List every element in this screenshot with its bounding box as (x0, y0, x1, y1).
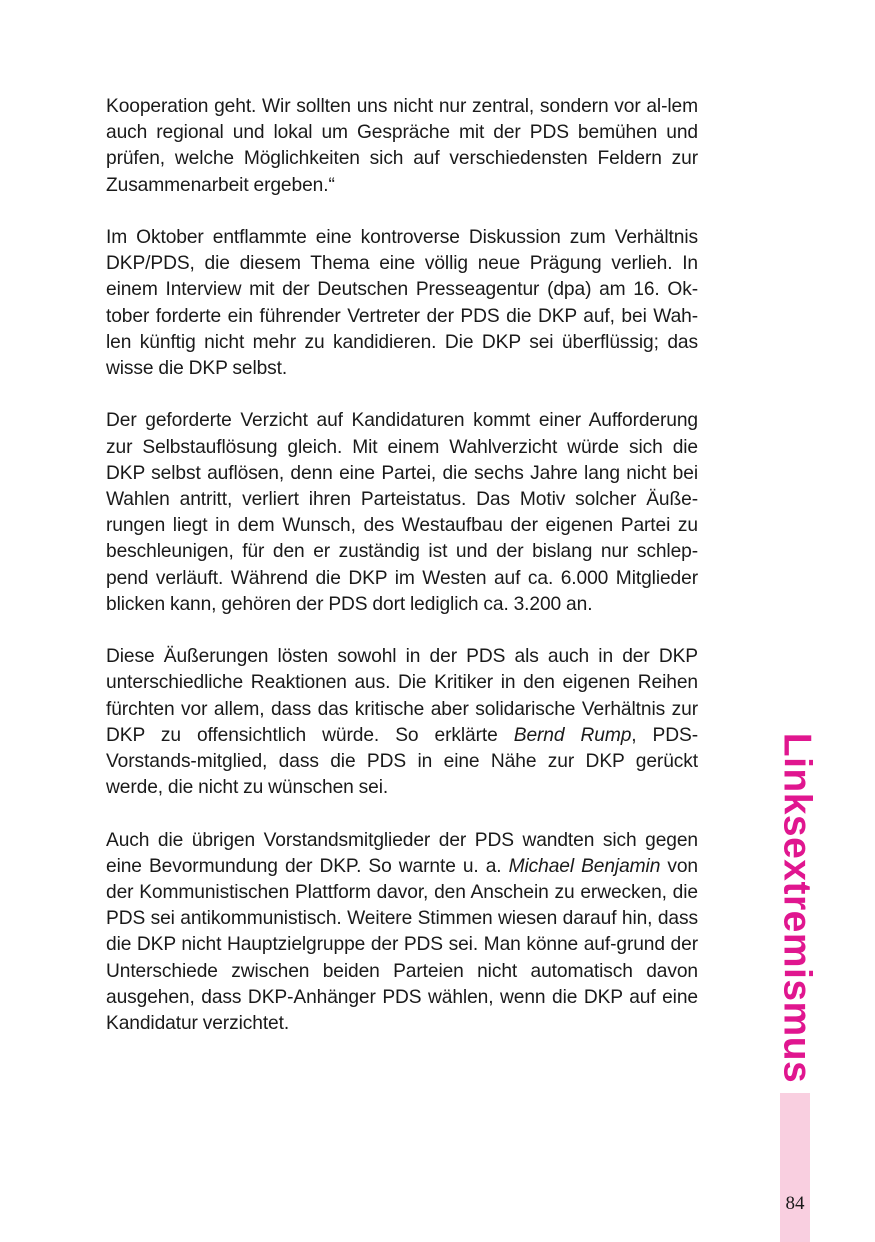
section-label-text: Linksextremismus (775, 732, 818, 1084)
text-segment: Im Oktober entflammte eine kontroverse Diskussion zum Verhältnis DKP/PDS, die diesem Thema eine völlig neue Prägung verlieh. In einem Interview mit der Deutschen Presseagentur (dpa) am 16. Ok-tober forderte ein führender Vertreter der PDS die DKP auf, bei Wah-len künftig nicht mehr zu kandidieren. Die DKP sei überflüssig; das wisse die DKP selbst. (106, 227, 698, 380)
paragraph (106, 644, 698, 801)
page-number: 84 (785, 1193, 805, 1214)
person-name: Bernd Rump (513, 724, 632, 746)
text-segment: Diese Äußerungen lösten sowohl in der PDS als auch in der DKP unterschiedliche Reaktionen aus. Die Kritiker in den eigenen Reihen fürchten vor allem, dass das kritische aber solidarische Verhältnis zur DKP zu offensichtlich würde. So erklärte (106, 646, 698, 746)
text-segment: , PDS-Vorstands-mitglied, dass die PDS in eine Nähe zur DKP gerückt werde, die nicht zu wünschen sei. (106, 724, 698, 799)
paragraph (106, 828, 698, 1038)
text-segment: Auch die übrigen Vorstandsmitglieder der PDS wandten sich gegen eine Bevormundung der DKP. So warnte u. a. (106, 829, 698, 877)
section-label (770, 732, 822, 1084)
body-text (106, 94, 698, 1063)
text-segment: Kooperation geht. Wir sollten uns nicht nur zentral, sondern vor al-lem auch regional und lokal um Gespräche mit der PDS bemühen und prüfen, welche Möglichkeiten sich auf verschiedensten Feldern zur Zusammenarbeit ergeben.“ (106, 96, 698, 196)
paragraph (106, 94, 698, 199)
page-tab (780, 1093, 810, 1242)
person-name: Michael Benjamin (508, 855, 661, 877)
paragraph (106, 408, 698, 618)
text-segment: von der Kommunistischen Plattform davor, den Anschein zu erwecken, die PDS sei antikommunistisch. Weitere Stimmen wiesen darauf hin, dass die DKP nicht Hauptzielgruppe der PDS sei. Man könne auf-grund der Unterschiede zwischen beiden Parteien nicht automatisch davon ausgehen, dass DKP-Anhänger PDS wählen, wenn die DKP auf eine Kandidatur verzichtet. (106, 855, 698, 1035)
paragraph (106, 225, 698, 382)
text-segment: Der geforderte Verzicht auf Kandidaturen kommt einer Aufforderung zur Selbstauflösung gleich. Mit einem Wahlverzicht würde sich die DKP selbst auflösen, denn eine Partei, die sechs Jahre lang nicht bei Wahlen antritt, verliert ihren Parteistatus. Das Motiv solcher Äuße-rungen liegt in dem Wunsch, des Westaufbau der eigenen Partei zu beschleunigen, für den er zuständig ist und der bislang nur schlep-pend verläuft. Während die DKP im Westen auf ca. 6.000 Mitglieder blicken kann, gehören der PDS dort lediglich ca. 3.200 an. (106, 410, 698, 615)
